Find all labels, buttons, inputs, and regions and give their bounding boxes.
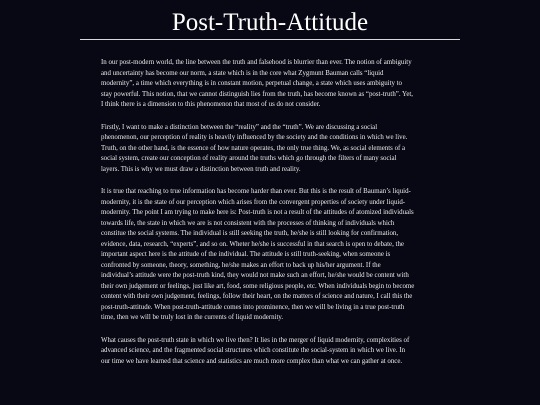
text-line: evidence, data, research, “experts”, and so on. Wheter he/she is successful in that search is open to debate, the: [101, 240, 404, 248]
text-line: modernity”, a time which everything is in constant motion, perpetual change, a state which uses ambiguity to: [101, 80, 403, 87]
text-line: constitue the social systems. The individual is still seeking the truth, he/she is still looking for confirmation,: [101, 230, 399, 237]
text-line: layers. This is why we must draw a distinction between truth and reality.: [101, 165, 301, 173]
page-title: Post-Truth-Attitude: [171, 9, 369, 36]
text-line: modernity, it is the state of our perception which arises from the convergent properties of society under liquid-: [101, 198, 406, 206]
text-line: What causes the post-truth state in which we live then? It lies in the merger of liquid modernity, complexities of: [101, 336, 410, 344]
text-line: stay powerful. This notion, that we cannot distinguish lies from the truth, has become known as “post-truth”. Yet,: [101, 90, 414, 98]
text-line: social system, create our conception of reality around the truths which go through the filters of many social: [101, 155, 397, 162]
text-line: modernity. The point I am trying to make here is: Post-truth is not a result of the attitudes of atomized individuals: [101, 209, 414, 216]
paragraph-3: [101, 187, 441, 324]
text-line: In our post-modern world, the line between the truth and falsehood is blurrier than ever. The notion of ambiguity: [101, 59, 412, 66]
text-line: content with their own judgement, feelings, follow their heart, on the matters of science and nature, I call this the: [101, 293, 413, 300]
text-line: advanced science, and the fragmented social structures which constitute the social-system in which we live. In: [101, 347, 406, 354]
paragraph-1: [101, 58, 441, 111]
text-line: time, then we will be truly lost in the currents of liquid modernity.: [101, 314, 284, 321]
text-line: and uncertainty has become our norm, a state which is in the core what Zygmunt Bauman calls “liquid: [101, 69, 384, 77]
text-line: our time we have learned that science and statistics are much more complex than what we can gather at once.: [101, 357, 403, 365]
text-line: post-truth-attitude. When post-truth-attitude comes into prominence, then we will be living in a true post-truth: [101, 303, 405, 311]
article-body: [101, 58, 441, 379]
text-line: towards life, the state in which we are is not consistent with the processes of thinking of individuals which: [101, 219, 395, 227]
text-line: Firstly, I want to make a distinction between the “reality” and the “truth”. We are discussing a social: [101, 123, 378, 131]
text-line: individual’s attitude were the post-truth kind, they would not make such an effort, he/she would be content with: [101, 272, 409, 279]
text-line: I think there is a dimension to this phenomenon that most of us do not consider.: [101, 101, 321, 108]
title-divider: [80, 39, 460, 40]
text-line: phenomenon, our perception of reality is heavily influenced by the society and the conditions in which we live.: [101, 134, 408, 141]
text-line: Truth, on the other hand, is the essence of how nature operates, the only true thing. We, as social elements of a: [101, 144, 406, 152]
text-line: important aspect here is the attitude of the individual. The attitude is still truth-seeking, when someone is: [101, 251, 391, 258]
text-line: It is true that reaching to true information has become harder than ever. But this is the result of Bauman’s liquid-: [101, 188, 411, 195]
text-line: confronted by someone, theory, something, he/she makes an effort to back up his/her argument. If the: [101, 261, 381, 269]
text-line: their own judgement or feelings, just like art, food, some religious people, etc. When individuals begin to become: [101, 282, 415, 290]
paragraph-2: [101, 123, 441, 176]
paragraph-4: [101, 336, 441, 368]
